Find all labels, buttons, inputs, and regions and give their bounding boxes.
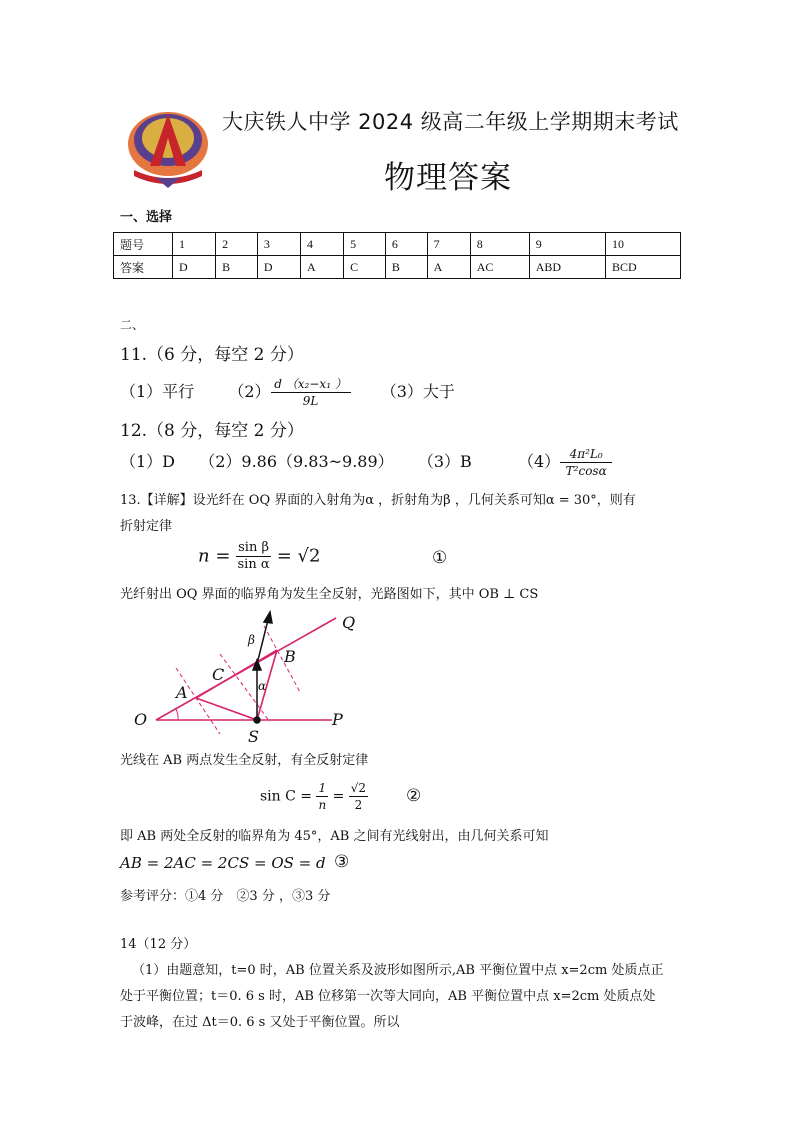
eq1-fraction bbox=[236, 540, 271, 573]
q11-numerator: d （x₂−x₁ ） bbox=[271, 376, 351, 393]
q14-header: 14（12 分） bbox=[120, 937, 197, 952]
eq2-fraction1 bbox=[316, 780, 328, 813]
section2-title: 二、 bbox=[120, 318, 145, 332]
arrow-refracted bbox=[264, 612, 272, 623]
label-A: A bbox=[176, 683, 188, 702]
eq3-mark: ③ bbox=[334, 852, 350, 872]
label-beta: β bbox=[248, 633, 255, 647]
row-label: 题号 bbox=[114, 233, 173, 256]
q11-p1: （1）平行 bbox=[120, 382, 195, 401]
answer-table bbox=[113, 232, 681, 279]
q14-p1-b: 处于平衡位置；t＝0. 6 s 时，AB 位移第一次等大同向，AB 平衡位置中点 x=2cm 处质点处 bbox=[120, 989, 656, 1004]
eq2-lhs: sin C = bbox=[260, 788, 313, 805]
q12-line bbox=[120, 446, 612, 479]
table-cell: 10 bbox=[605, 233, 680, 256]
q13-scoring: 参考评分：①4 分 ②3 分 ，③3 分 bbox=[120, 889, 331, 904]
q11-line bbox=[120, 376, 455, 409]
eq1-mark: ① bbox=[432, 548, 448, 568]
q12-numerator: 4π²L₀ bbox=[560, 446, 612, 463]
q11-fraction bbox=[271, 376, 351, 409]
q12-p2: （2）9.86（9.83~9.89） bbox=[199, 452, 394, 471]
eq2-eq: = bbox=[332, 788, 345, 805]
school-exam-title: 大庆铁人中学 2024 级高二年级上学期期末考试 bbox=[222, 110, 679, 134]
label-C: C bbox=[212, 665, 225, 684]
table-cell: D bbox=[257, 256, 300, 279]
q11-denominator: 9L bbox=[302, 394, 319, 408]
q13-line2: 光纤射出 OQ 界面的临界角为发生全反射，光路图如下，其中 OB ⊥ CS bbox=[120, 587, 539, 602]
q13-intro-b: 折射定律 bbox=[120, 519, 173, 534]
q13-eq2 bbox=[260, 780, 368, 813]
q13-intro-a: 13.【详解】设光纤在 OQ 界面的入射角为α ，折射角为β ，几何关系可知α = 30°，则有 bbox=[120, 493, 636, 508]
table-cell: 7 bbox=[427, 233, 470, 256]
table-cell: BCD bbox=[605, 256, 680, 279]
eq2-num2: √2 bbox=[350, 781, 367, 795]
q14-p1-c: 于波峰，在过 Δt＝0. 6 s 又处于平衡位置。所以 bbox=[120, 1015, 400, 1030]
q12-p4: （4） bbox=[518, 452, 561, 471]
label-B: B bbox=[284, 647, 296, 666]
eq1-lhs: n = bbox=[198, 545, 231, 567]
table-row-answers bbox=[114, 256, 681, 279]
table-cell: 3 bbox=[257, 233, 300, 256]
label-O: O bbox=[134, 710, 148, 729]
q14-body bbox=[120, 958, 680, 1036]
q13-line3: 光线在 AB 两点发生全反射，有全反射定律 bbox=[120, 753, 369, 768]
q13-eq3: AB = 2AC = 2CS = OS = d bbox=[120, 854, 326, 872]
label-Q: Q bbox=[342, 613, 356, 632]
school-logo bbox=[120, 104, 216, 192]
eq2-num1: 1 bbox=[318, 781, 327, 795]
section1-title: 一、选择 bbox=[120, 210, 173, 225]
label-P: P bbox=[332, 710, 343, 729]
table-cell: ABD bbox=[529, 256, 605, 279]
ray-S-A bbox=[196, 698, 257, 720]
table-row-numbers bbox=[114, 233, 681, 256]
q14-p1-a: （1）由题意知，t=0 时，AB 位置关系及波形如图所示,AB 平衡位置中点 x=2cm 处质点正 bbox=[132, 963, 664, 978]
table-cell: 8 bbox=[470, 233, 529, 256]
q12-p1: （1）D bbox=[120, 452, 176, 471]
eq2-den2: 2 bbox=[354, 798, 363, 812]
table-cell: 9 bbox=[529, 233, 605, 256]
row-label: 答案 bbox=[114, 256, 173, 279]
table-cell: 4 bbox=[300, 233, 343, 256]
table-cell: 1 bbox=[173, 233, 216, 256]
q11-header: 11.（6 分，每空 2 分） bbox=[120, 345, 304, 365]
table-cell: 2 bbox=[216, 233, 258, 256]
q11-p2: （2） bbox=[228, 382, 271, 401]
table-cell: 6 bbox=[385, 233, 427, 256]
eq1-denominator: sin α bbox=[237, 557, 270, 572]
q12-p3: （3）B bbox=[417, 452, 472, 471]
table-cell: A bbox=[427, 256, 470, 279]
light-path-diagram bbox=[120, 606, 380, 746]
label-S: S bbox=[248, 727, 259, 746]
q13-line4: 即 AB 两处全反射的临界角为 45°，AB 之间有光线射出，由几何关系可知 bbox=[120, 829, 549, 844]
point-S bbox=[254, 717, 260, 723]
eq1-rhs: = √2 bbox=[276, 545, 321, 567]
q12-denominator: T²cosα bbox=[565, 464, 607, 478]
q12-fraction bbox=[560, 446, 612, 479]
eq2-den1: n bbox=[318, 798, 327, 812]
eq2-fraction2 bbox=[349, 780, 368, 813]
angle-arc bbox=[176, 709, 178, 720]
table-cell: B bbox=[216, 256, 258, 279]
table-cell: 5 bbox=[344, 233, 386, 256]
table-cell: B bbox=[385, 256, 427, 279]
q11-p3: （3）大于 bbox=[380, 382, 455, 401]
answer-title: 物理答案 bbox=[384, 160, 512, 196]
table-cell: C bbox=[344, 256, 386, 279]
eq1-numerator: sin β bbox=[238, 540, 269, 555]
label-alpha: α bbox=[258, 679, 267, 693]
q13-eq1 bbox=[198, 540, 320, 573]
table-cell: AC bbox=[470, 256, 529, 279]
q12-header: 12.（8 分，每空 2 分） bbox=[120, 421, 304, 441]
q13-intro bbox=[120, 488, 680, 540]
table-cell: A bbox=[300, 256, 343, 279]
eq2-mark: ② bbox=[406, 786, 422, 806]
table-cell: D bbox=[173, 256, 216, 279]
